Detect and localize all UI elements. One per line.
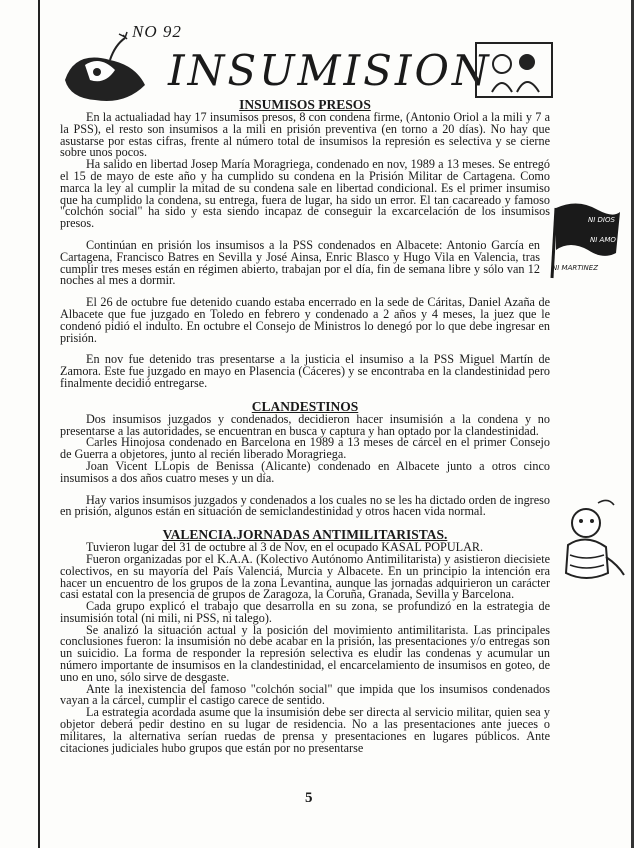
article-body [60,98,550,754]
paragraph: En nov fue detenido tras presentarse a la justicia el insumiso a la PSS Miguel Martín de Zamora. Este fue juzgado en mayo en Plasencia (Cáceres) y se encontraba en la clandestinidad pero finalmente decidió entregarse. [60,352,550,390]
paragraph: Dos insumisos juzgados y condenados, decidieron hacer insumisión a la condena y no presentarse a las autoridades, se encuentran en busca y captura y han optado por la clandestinidad. [60,411,550,438]
paragraph: Joan Vicent LLopis de Benissa (Alicante) condenado en Albacete junto a otros cinco insumisos a dos años cuatro meses y un día. [60,458,550,485]
page-number: 5 [305,790,313,806]
section-valencia-jornadas [60,528,550,754]
paragraph: La estrategia acordada asume que la insumisión debe ser directa al servicio militar, quien sea y objetor deberá pedir destino en su lugar de residencia. No a las presentaciones ante jueces o militares, la alternativa serían ruedas de prensa y presentaciones en lugares públicos. Ante citaciones judiciales hubo grupos que están por no presentarse [60,705,550,755]
paragraph: Cada grupo explicó el trabajo que desarrolla en su zona, se profundizó en la estrategia de insumisión total (ni mili, ni PSS, ni talego). [60,599,550,625]
anarchist-figures-stamp-icon [475,42,553,98]
paragraph: Ha salido en libertad Josep María Moragriega, condenado en nov, 1989 a 13 meses. Se entregó el 15 de mayo de este año y ha cumplido su condena en la Prisión Militar de Cartagena. Como marca la ley al cumplir la mitad de su condena sale en libertad condicional. Es el primer insumiso que ha cumplido la condena, su entrega, fuera de lugar, ha sido un error. El tan cacareado y famoso "colchón social" ha sido y esta siendo incapaz de conseguir la excarcelación de los insumisos presos. [60,157,550,231]
section-heading: CLANDESTINOS [251,398,359,414]
paragraph: El 26 de octubre fue detenido cuando estaba encerrado en la sede de Cáritas, Daniel Azaña de Albacete que fue juzgado en Toledo en febrero y condenado a 2 años y 4 meses, la juez que le condenó pidió el indulto. En octubre el Consejo de Ministros lo denegó por lo que debe ingresar en prisión. [60,295,550,345]
section-clandestinos [60,400,550,518]
paragraph: Carles Hinojosa condenado en Barcelona en 1989 a 13 meses de cárcel en el primer Consejo de Guerra a objetores, junto al recién liberado Moragriega. [60,435,550,462]
paragraph: Fueron organizadas por el K.A.A. (Kolectivo Autónomo Antimilitarista) y asistieron diecisiete colectivos, en su mayoría del País Valenciá, Murcia y Albacete. En un principio la intención era hacer un encuentro de los grupos de la zona Levantina, aunque las jornadas adquirieron un carácter casi estatal con la presencia de grupos de Zaragoza, la Coruña, Granada, Sevilla y Barcelona. [60,551,550,602]
black-flag-icon [548,198,624,288]
section-heading: INSUMISOS PRESOS [239,97,371,112]
paragraph: Se analizó la situación actual y la posición del movimiento antimilitarista. Las principales conclusiones fueron: la insumisión no debe acabar en la prisión, las presentaciones y/o entregas son un suicidio. La forma de responder la represión selectiva es eludir las condenas y acumular un número importante de insumisos en la clandestinidad, el encarcelamiento de insumisos en goteo, de uno en uno, sólo sirve de desgaste. [60,622,550,684]
flag-text: NI AMO [590,236,616,244]
paragraph: Hay varios insumisos juzgados y condenados a los cuales no se les ha dictado orden de ingreso en prisión, algunos están en situación de semiclandestinidad y otros hacen vida normal. [60,492,550,519]
paragraph: Ante la inexistencia del famoso "colchón social" que impida que los insumisos condenados vayan a la cárcel, cumplir el castigo carece de sentido. [60,681,550,708]
flag-signature: NI MARTINEZ [552,264,599,272]
masthead-title: INSUMISION [168,46,492,95]
paragraph: Continúan en prisión los insumisos a la PSS condenados en Albacete: Antonio García en Cartagena, Francisco Batres en Sevilla y José Ainsa, Enric Blasco y Hugo Vila en Valencia, tras cumplir tres meses están en régimen abierto, trabajan por el día, fin de semana libre y sólo van 12 noches al mes a dormir. [60,237,540,288]
section-insumisos-presos [60,98,550,390]
page-border-left [38,0,40,848]
cartoon-figure-icon [548,495,628,585]
paragraph: En la actualiadad hay 17 insumisos presos, 8 con condena firme, (Antonio Oriol a la mili y 7 a la PSS), el resto son insumisos a la mili en prisión preventiva (en torno a 20 días). No hay que asustarse por estas cifras, frente al número total de insumisos la represión es selectiva y se cierne sobre unos pocos. [60,110,550,160]
section-heading: VALENCIA.JORNADAS ANTIMILITARISTAS. [162,527,448,543]
issue-number: NO 92 [132,22,182,41]
paragraph: Tuvieron lugar del 31 de octubre al 3 de Nov, en el ocupado KASAL POPULAR. [86,540,484,555]
flag-text: NI DIOS [588,216,615,224]
